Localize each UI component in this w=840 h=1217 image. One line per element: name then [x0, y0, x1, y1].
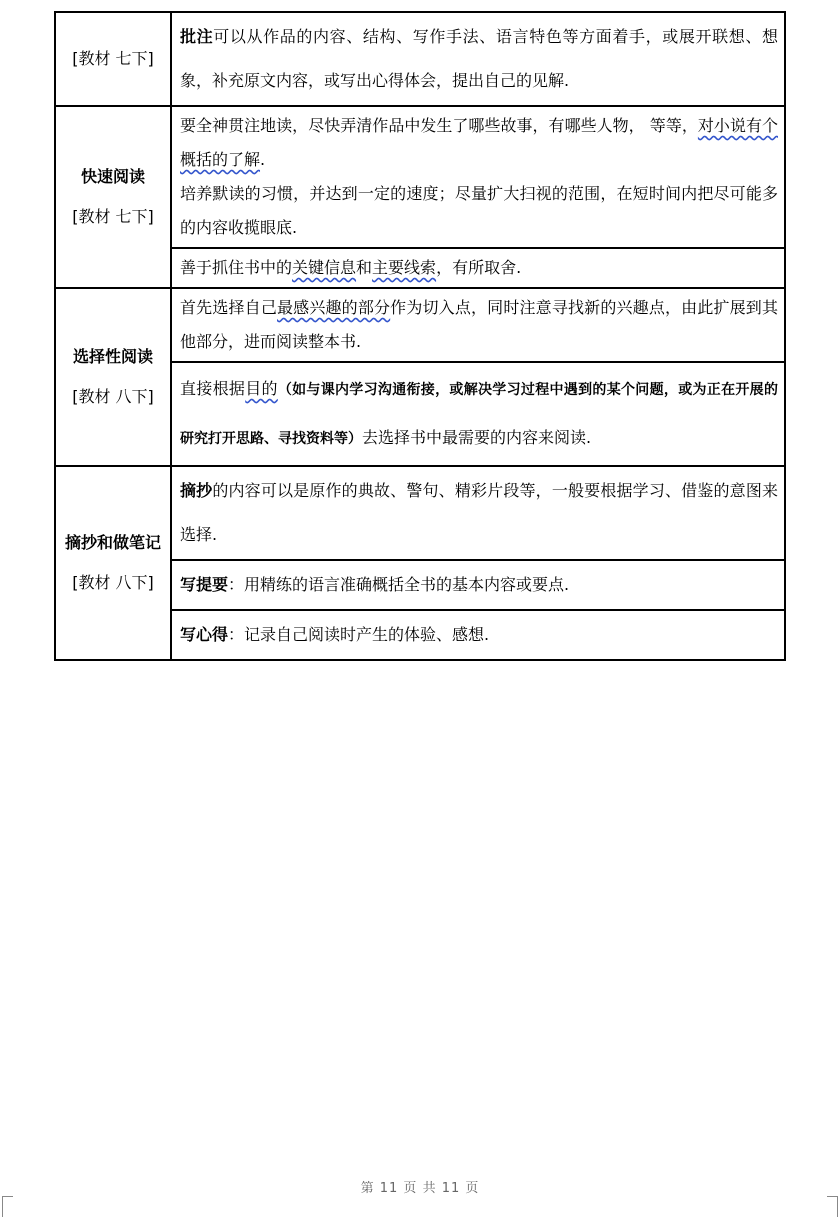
content-cell	[171, 248, 785, 288]
row-label-cell	[55, 12, 171, 106]
term-bold: 摘抄	[180, 481, 213, 500]
selective-reading-text	[180, 289, 778, 361]
text-span: 和	[356, 258, 373, 277]
table-row	[55, 288, 785, 362]
wavy-underlined-text: 对小说有个概括的了解	[180, 116, 778, 169]
excerpt-text	[180, 467, 778, 559]
summary-text	[180, 561, 778, 609]
term-bold: 写提要	[180, 575, 229, 594]
text-span: 的内容可以是原作的典故、警句、精彩片段等，一般要根据学习、借鉴的意图来选择.	[180, 481, 778, 544]
crop-mark-left	[2, 1196, 13, 1217]
text-span: ：记录自己阅读时产生的体验、感想.	[228, 625, 490, 644]
row-label-cell	[55, 288, 171, 466]
fast-reading-tip	[180, 249, 778, 287]
row-label-cell	[55, 106, 171, 288]
wavy-underlined-text: 关键信息	[292, 258, 357, 277]
table-row	[55, 106, 785, 248]
term-bold: 写心得	[180, 625, 229, 644]
content-cell	[171, 362, 785, 466]
term-bold: 批注	[180, 27, 214, 46]
source-label: [教材 八下]	[72, 573, 154, 592]
source-label: [教材 七下]	[72, 207, 154, 226]
row-heading: 选择性阅读	[72, 347, 153, 366]
text-span: 要全神贯注地读，尽快弄清作品中发生了哪些故事，有哪些人物， 等等，	[180, 116, 698, 135]
wavy-underlined-text: 目的	[245, 379, 278, 398]
wavy-underlined-text: 最感兴趣的部分	[277, 298, 391, 317]
crop-mark-right	[827, 1196, 838, 1217]
fast-reading-text	[180, 107, 778, 247]
content-cell	[171, 560, 785, 610]
content-cell	[171, 288, 785, 362]
text-span: 直接根据	[180, 379, 246, 398]
wavy-underlined-text: 主要线索	[372, 258, 437, 277]
selective-reading-purpose	[180, 363, 778, 465]
table-row	[55, 12, 785, 106]
text-span: ，有所取舍.	[436, 258, 522, 277]
source-label: [教材 七下]	[72, 49, 154, 68]
row-heading: 摘抄和做笔记	[64, 533, 161, 552]
text-span: .	[260, 150, 266, 169]
text-span: ：用精练的语言准确概括全书的基本内容或要点.	[228, 575, 570, 594]
text-span: 首先选择自己	[180, 298, 277, 317]
reading-methods-table	[54, 11, 786, 661]
annotation-text	[180, 13, 778, 105]
table-row	[55, 466, 785, 560]
annotation-body: 可以从作品的内容、结构、写作手法、语言特色等方面着手，或展开联想、想象，补充原文内容，或写出心得体会，提出自己的见解.	[180, 27, 778, 90]
text-span: 作为切入点，同时注意寻找新的兴趣点，由此扩展到其他部分，进而阅读整本书.	[180, 298, 778, 351]
row-label-cell	[55, 466, 171, 660]
page-number-footer: 第 11 页 共 11 页	[360, 1181, 480, 1196]
source-label: [教材 八下]	[72, 387, 154, 406]
content-cell	[171, 466, 785, 560]
text-span: 去选择书中最需要的内容来阅读.	[362, 428, 592, 447]
text-span: 培养默读的习惯，并达到一定的速度；尽量扩大扫视的范围，在短时间内把尽可能多的内容收揽眼底.	[180, 184, 778, 237]
content-cell	[171, 12, 785, 106]
parenthetical-text: （如与课内学习沟通衔接，或解决学习过程中遇到的某个问题，或为正在开展的研究打开思路、寻找资料等）	[180, 382, 778, 447]
row-heading: 快速阅读	[80, 167, 145, 186]
reflection-text	[180, 611, 778, 659]
content-cell	[171, 106, 785, 248]
text-span: 善于抓住书中的	[180, 258, 293, 277]
content-cell	[171, 610, 785, 660]
